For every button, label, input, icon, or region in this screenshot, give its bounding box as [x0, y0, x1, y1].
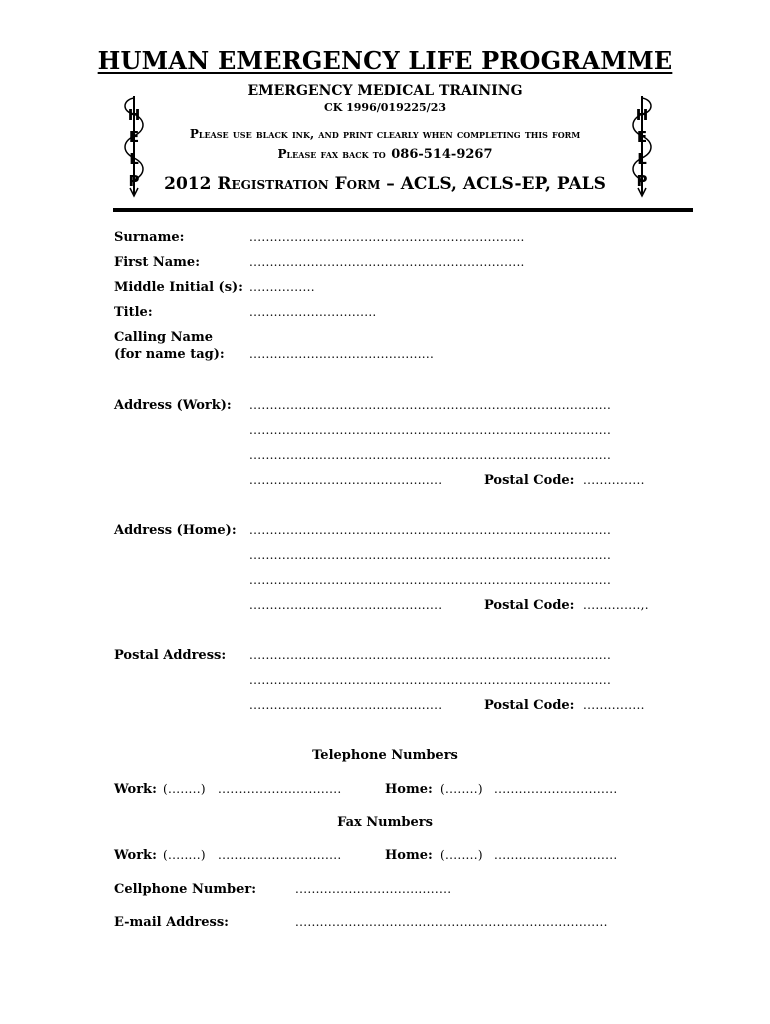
address-home-line-3[interactable]: ........................................................................................: [249, 573, 612, 587]
logo-letter-l: L: [637, 150, 647, 168]
work-postal-code-field[interactable]: ...............: [583, 473, 645, 487]
work-postal-code-label: Postal Code:: [484, 473, 575, 488]
surname-label: Surname:: [114, 230, 185, 245]
logo-letter-p: P: [128, 172, 140, 190]
home-postal-code-label: Postal Code:: [484, 598, 575, 613]
logo-letter-h: H: [635, 106, 649, 124]
fax-home-field[interactable]: ..............................: [494, 848, 618, 862]
telephone-work-field[interactable]: ..............................: [218, 782, 342, 796]
subtitle: EMERGENCY MEDICAL TRAINING: [247, 83, 523, 99]
cellphone-label: Cellphone Number:: [114, 882, 257, 897]
address-home-label: Address (Home):: [114, 523, 237, 538]
address-work-line-3[interactable]: ........................................................................................: [249, 448, 612, 462]
logo-letter-p: P: [636, 172, 648, 190]
fax-work-area-code[interactable]: (........): [163, 848, 206, 862]
form-title: 2012 Registration Form – ACLS, ACLS-EP, PALS: [164, 174, 606, 194]
email-label: E-mail Address:: [114, 915, 229, 930]
fax-numbers-heading: Fax Numbers: [337, 815, 433, 830]
postal-postal-code-label: Postal Code:: [484, 698, 575, 713]
calling-name-field[interactable]: .............................................: [249, 347, 435, 361]
fax-back-prefix: Please fax back to: [277, 147, 386, 161]
telephone-numbers-heading: Telephone Numbers: [312, 748, 458, 763]
fax-home-area-code[interactable]: (........): [440, 848, 483, 862]
caduceus-icon: [622, 90, 662, 200]
telephone-work-area-code[interactable]: (........): [163, 782, 206, 796]
postal-address-line-1[interactable]: ........................................................................................: [249, 648, 612, 662]
telephone-work-label: Work:: [114, 782, 157, 797]
page-title: HUMAN EMERGENCY LIFE PROGRAMME: [97, 46, 673, 75]
logo-letter-h: H: [127, 106, 141, 124]
calling-name-label: Calling Name: [114, 330, 213, 345]
title-label: Title:: [114, 305, 153, 320]
address-home-line-4[interactable]: ...............................................: [249, 598, 443, 612]
postal-address-label: Postal Address:: [114, 648, 227, 663]
first-name-label: First Name:: [114, 255, 200, 270]
postal-address-line-3[interactable]: ...............................................: [249, 698, 443, 712]
address-work-line-4[interactable]: ...............................................: [249, 473, 443, 487]
surname-field[interactable]: ...................................................................: [249, 230, 525, 244]
logo-letter-e: E: [128, 128, 140, 146]
address-work-line-2[interactable]: ........................................................................................: [249, 423, 612, 437]
fax-home-label: Home:: [385, 848, 433, 863]
email-field[interactable]: ............................................................................: [295, 915, 608, 929]
middle-initial-field[interactable]: ................: [249, 280, 315, 294]
name-tag-label: (for name tag):: [114, 347, 225, 362]
cellphone-field[interactable]: ......................................: [295, 882, 452, 896]
help-logo-right: [622, 90, 662, 200]
fax-work-label: Work:: [114, 848, 157, 863]
help-logo-left: [114, 90, 154, 200]
address-home-line-2[interactable]: ........................................................................................: [249, 548, 612, 562]
address-work-label: Address (Work):: [114, 398, 232, 413]
header-divider: [113, 208, 693, 212]
caduceus-icon: [114, 90, 154, 200]
address-work-line-1[interactable]: ........................................................................................: [249, 398, 612, 412]
instruction-text: Please use black ink, and print clearly when completing this form: [189, 127, 581, 141]
telephone-home-area-code[interactable]: (........): [440, 782, 483, 796]
postal-address-line-2[interactable]: ........................................................................................: [249, 673, 612, 687]
logo-letter-e: E: [636, 128, 648, 146]
middle-initial-label: Middle Initial (s):: [114, 280, 243, 295]
telephone-home-label: Home:: [385, 782, 433, 797]
logo-letter-l: L: [129, 150, 139, 168]
fax-back-number: 086-514-9267: [391, 147, 493, 162]
fax-work-field[interactable]: ..............................: [218, 848, 342, 862]
home-postal-code-field[interactable]: ..............,.: [583, 598, 649, 612]
title-field[interactable]: ...............................: [249, 305, 377, 319]
registration-number: CK 1996/019225/23: [323, 101, 447, 114]
first-name-field[interactable]: ...................................................................: [249, 255, 525, 269]
postal-postal-code-field[interactable]: ...............: [583, 698, 645, 712]
telephone-home-field[interactable]: ..............................: [494, 782, 618, 796]
address-home-line-1[interactable]: ........................................................................................: [249, 523, 612, 537]
